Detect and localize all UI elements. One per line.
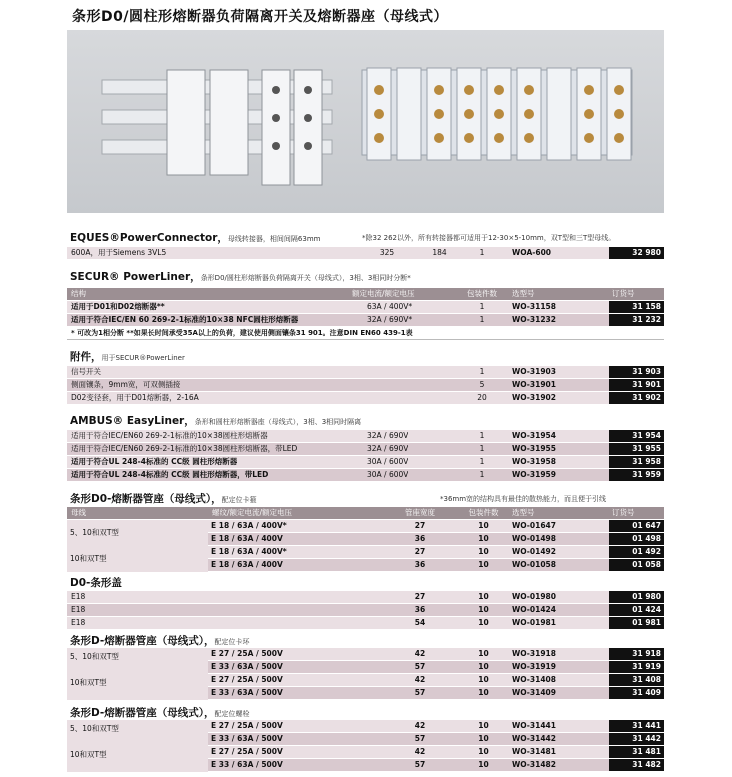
group-label: 10和双T型 [70, 554, 107, 563]
d0-holder-heading: 条形D0-熔断器管座（母线式），配定位卡箍 [70, 493, 257, 505]
group-label: 5、10和双T型 [70, 652, 119, 661]
table-row: 侧面镶条，9mm宽，可双侧插接 5 WO-31901 31 901 [67, 379, 664, 392]
ambus-heading: AMBUS® EasyLiner，条形和圆柱形熔断器座（母线式），3相、3相同时隔离 [70, 415, 362, 427]
group-label: 5、10和双T型 [70, 724, 119, 733]
table-row: E 33 / 63A / 500V 57 10 WO-31919 31 919 [208, 661, 664, 674]
accessories-heading: 附件，用于SECUR®PowerLiner [70, 351, 185, 363]
table-row: 适用于符合IEC/EN 60 269-2-1标准的10×38 NFC圆柱形熔断器 32A / 690V* 1 WO-31232 31 232 [67, 314, 664, 327]
group-label: 10和双T型 [70, 750, 107, 759]
d0-holder-note: *36mm宽的结构具有最佳的散热能力，而且便于引线 [440, 495, 607, 503]
secur-heading: SECUR® PowerLiner，条形D0/圆柱形熔断器负荷隔离开关（母线式），3相、3相同时分断* [70, 271, 411, 283]
page-title: 条形D0/圆柱形熔断器负荷隔离开关及熔断器座（母线式） [72, 9, 448, 25]
eques-heading [70, 230, 320, 245]
table-row: E 33 / 63A / 500V 57 10 WO-31482 31 482 [208, 759, 664, 772]
eques-subtitle: 母线转接器，相间间隔63mm [227, 235, 321, 243]
d-holder-clip-heading: 条形D-熔断器管座（母线式），配定位卡环 [70, 635, 250, 647]
table-row: E 18 / 63A / 400V* 27 10 WO-01492 01 492 [208, 546, 664, 559]
table-row: 信号开关 1 WO-31903 31 903 [67, 366, 664, 379]
product-photo [67, 30, 664, 213]
table-row: E 27 / 25A / 500V 42 10 WO-31918 31 918 [208, 648, 664, 661]
d-holder-bolt-heading: 条形D-熔断器管座（母线式），配定位螺栓 [70, 707, 250, 719]
group-label: 10和双T型 [70, 678, 107, 687]
table-row: E18 27 10 WO-01980 01 980 [67, 591, 664, 604]
table-row: 适用于符合UL 248-4标准的 CC级 圆柱形熔断器，带LED 30A / 600V 1 WO-31959 31 959 [67, 469, 664, 482]
eques-note: *除32 262以外，所有转接器都可适用于12-30×5-10mm，双T型和三T型母线。 [362, 234, 616, 242]
table-row: E18 54 10 WO-01981 01 981 [67, 617, 664, 630]
d0-cover-heading: D0-条形盖 [70, 577, 122, 589]
table-row: 适用于符合IEC/EN60 269-2-1标准的10×38圆柱形熔断器 32A / 690V 1 WO-31954 31 954 [67, 430, 664, 443]
table-row: E18 36 10 WO-01424 01 424 [67, 604, 664, 617]
table-header: 母线 螺纹/额定电流/额定电压 管座宽度 包装件数 选型号 订货号 [67, 507, 664, 520]
table-row: 适用于符合IEC/EN60 269-2-1标准的10×38圆柱形熔断器，带LED 32A / 690V 1 WO-31955 31 955 [67, 443, 664, 456]
table-row: E 18 / 63A / 400V 36 10 WO-01058 01 058 [208, 559, 664, 572]
table-row: E 18 / 63A / 400V* 27 10 WO-01647 01 647 [208, 520, 664, 533]
table-row: E 33 / 63A / 500V 57 10 WO-31442 31 442 [208, 733, 664, 746]
table-row: 600A，用于Siemens 3VL5 325 184 1 WOA-600 32 980 [67, 247, 664, 260]
table-row: E 33 / 63A / 500V 57 10 WO-31409 31 409 [208, 687, 664, 700]
table-row: E 27 / 25A / 500V 42 10 WO-31408 31 408 [208, 674, 664, 687]
table-row: E 18 / 63A / 400V 36 10 WO-01498 01 498 [208, 533, 664, 546]
table-row: E 27 / 25A / 500V 42 10 WO-31481 31 481 [208, 746, 664, 759]
eques-title: EQUES®PowerConnector， [70, 232, 228, 244]
busbar-product-image [67, 30, 664, 213]
table-row: D02变径套，用于D01熔断器，2-16A 20 WO-31902 31 902 [67, 392, 664, 405]
secur-footnote: * 可改为1相分断 **如果长时间承受35A以上的负荷，建议使用侧面镶条31 901。注意DIN EN60 439-1表 [67, 327, 664, 340]
table-row: 适用于符合UL 248-4标准的 CC级 圆柱形熔断器 30A / 600V 1 WO-31958 31 958 [67, 456, 664, 469]
table-row: 适用于D01和D02熔断器** 63A / 400V* 1 WO-31158 31 158 [67, 301, 664, 314]
table-header: 结构 额定电流/额定电压 包装件数 选型号 订货号 [67, 288, 664, 301]
table-row: E 27 / 25A / 500V 42 10 WO-31441 31 441 [208, 720, 664, 733]
group-label: 5、10和双T型 [70, 528, 119, 537]
